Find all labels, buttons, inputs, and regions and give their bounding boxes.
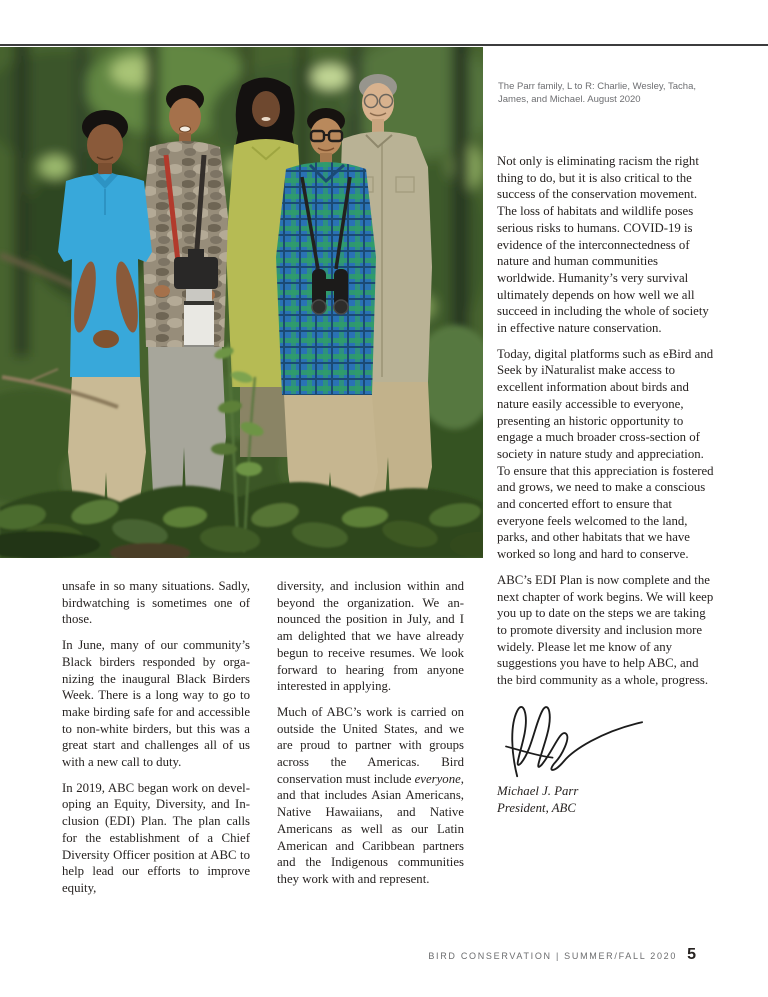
paragraph: In June, many of our community’s Black birders responded by organizing the inaugural Black Birders Week. There is a long way to go to make birding safe for and accessible to non-white birders, but this was a great start and challenges all of us with a new call to duty. [62, 638, 250, 770]
italic-word: everyone [414, 771, 461, 786]
paragraph: Not only is eliminating racism the right thing to do, but it is also critical to the success of the conservation movement. The loss of habitats and wildlife poses serious risks to humans. COVID-19 is evidence of the interconnectedness of nature and human communities worldwide. Humanity’s very survival ultimately depends on how well we all succeed in including the whole of society in effective nature conservation. [497, 154, 709, 336]
footer-page-number: 5 [687, 946, 696, 963]
top-rule [0, 44, 768, 46]
family-photo [0, 47, 483, 558]
paragraph: Today, digital platforms such as eBird and Seek by iNaturalist make access to excellent information about birds and nature easily accessible to everyone, presenting an historic opportunity to engage a much broader cross-section of society in nature study and appreciation. To ensure that this appreciation is fostered and grows, we need to make a conscious and concerted effort to ensure that everyone feels welcomed to the land, parks, and other habitats that we have worked so long and hard to conserve. [497, 346, 714, 562]
photo-caption: The Parr family, L to R: Charlie, Wesley, Tacha, James, and Michael. August 2020 [498, 81, 696, 105]
page-footer [428, 946, 696, 964]
column-middle [277, 578, 464, 897]
paragraph: ABC’s EDI Plan is now complete and the next chapter of work begins. We will keep you up to date on the steps we are taking to promote diversity and inclusion more widely. Please let me know of any suggestions you have to help ABC, and the bird community as a whole, progress. [497, 572, 714, 688]
column-right [497, 153, 715, 817]
signature-title: President, ABC [497, 800, 576, 815]
signature-name: Michael J. Parr [497, 783, 579, 798]
paragraph: In 2019, ABC began work on developing an Equity, Diversity, and Inclusion (EDI) Plan. The plan calls for the establishment of a Chief Diversity Officer position at ABC to help lead our efforts to improve equity, [62, 780, 250, 895]
paragraph [277, 704, 464, 888]
family-photo-image [0, 47, 483, 558]
paragraph: unsafe in so many situations. Sadly, birdwatching is sometimes one of those. [62, 579, 250, 627]
paragraph-text: Much of ABC’s work is carried on outside the United States, and we are proud to partner with groups across the Americas. Bird conservation must include [277, 704, 464, 786]
paragraph: diversity, and inclusion within and beyond the organization. We announced the position in July, and I am delighted that we have already begun to receive resumes. We look forward to hearing from anyone interested in applying. [277, 579, 464, 694]
footer-magazine-title: BIRD CONSERVATION | SUMMER/FALL 2020 [428, 951, 678, 961]
paragraph-text: , and that includes Asian Americans, Native Hawaiians, and Native Americans as well as our Latin American and Caribbean partners and the Indigenous communities they work with and represent. [277, 771, 464, 886]
column-left [62, 578, 250, 906]
signature-block [497, 698, 715, 817]
signature-image [499, 698, 649, 780]
